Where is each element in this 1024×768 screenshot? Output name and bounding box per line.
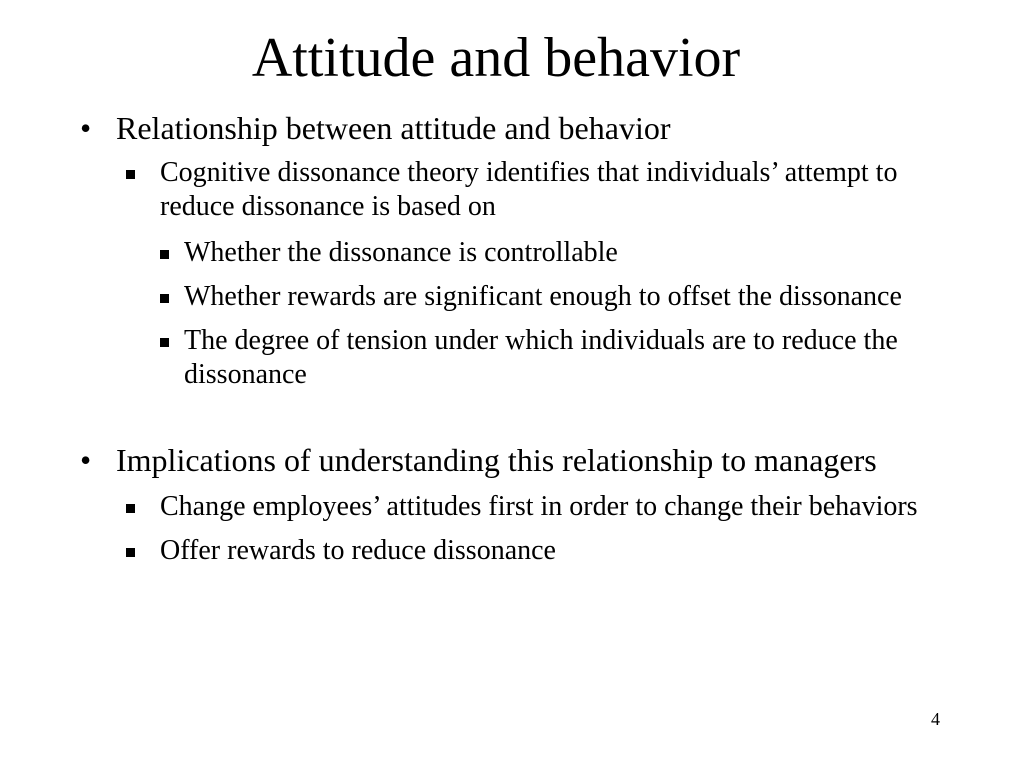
bullet-text: Implications of understanding this relationship to managers: [116, 442, 877, 478]
bullet-level3-rewards: [160, 280, 960, 314]
bullet-level2-cognitive-dissonance: [124, 156, 960, 224]
slide-content: [80, 110, 960, 568]
slide-title: Attitude and behavior: [251, 27, 741, 89]
bullet-text: Offer rewards to reduce dissonance: [160, 535, 556, 566]
round-bullet-icon: •: [80, 442, 92, 478]
bullet-level2-change-attitudes: [124, 490, 960, 524]
bullet-text: Change employees’ attitudes first in order to change their behaviors: [160, 491, 918, 522]
bullet-text: Relationship between attitude and behavior: [116, 110, 671, 146]
bullet-text: The degree of tension under which individuals are to reduce the dissonance: [184, 325, 898, 390]
bullet-text: Cognitive dissonance theory identifies that individuals’ attempt to reduce dissonance is based on: [160, 157, 898, 222]
square-bullet-icon: [160, 250, 169, 259]
round-bullet-icon: •: [80, 110, 92, 146]
square-bullet-icon: [160, 338, 169, 347]
bullet-level3-tension: [160, 324, 960, 392]
bullet-level1-implications: [80, 442, 960, 478]
square-bullet-icon: [126, 170, 135, 179]
bullet-level2-offer-rewards: [124, 534, 960, 568]
bullet-level3-controllable: [160, 236, 960, 270]
bullet-text: Whether rewards are significant enough to offset the dissonance: [184, 281, 902, 312]
bullet-text: Whether the dissonance is controllable: [184, 237, 618, 268]
page-number: 4: [931, 709, 940, 729]
square-bullet-icon: [160, 294, 169, 303]
square-bullet-icon: [126, 548, 135, 557]
square-bullet-icon: [126, 504, 135, 513]
bullet-level1-relationship: [80, 110, 960, 146]
